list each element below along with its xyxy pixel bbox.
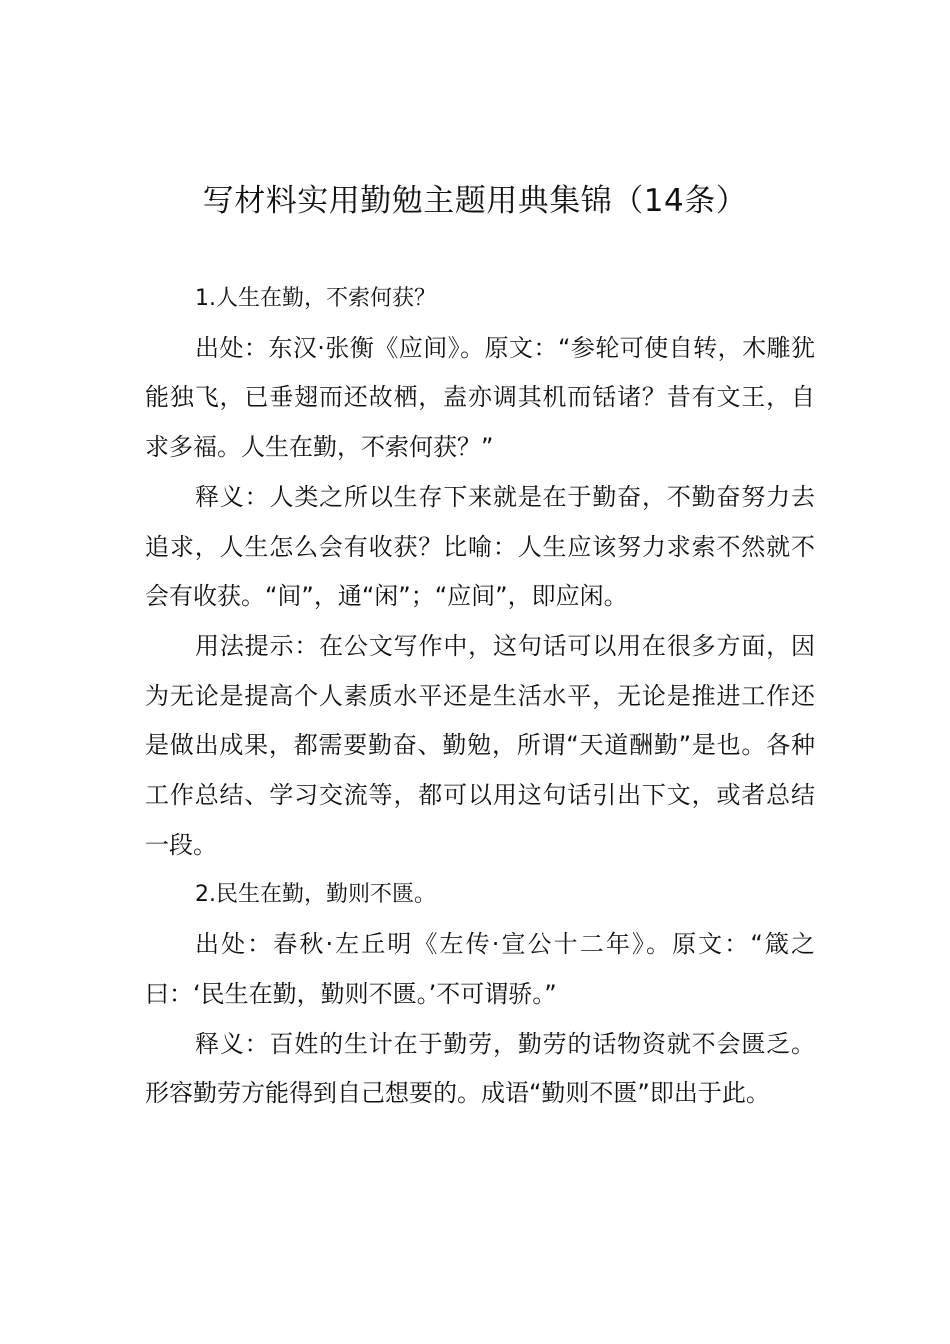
document-title: 写材料实用勤勉主题用典集锦（14条） (202, 183, 748, 219)
entry-2-meaning: 释义：百姓的生计在于勤劳，勤劳的话物资就不会匮乏。形容勤劳方能得到自己想要的。成语“勤则不匮”即出于此。 (145, 1029, 815, 1108)
entry-1-usage: 用法提示：在公文写作中，这句话可以用在很多方面，因为无论是提高个人素质水平还是生活水平，无论是推进工作还是做出成果，都需要勤奋、勤勉，所谓“天道酬勤”是也。各种工作总结、学习交流等，都可以用这句话引出下文，或者总结一段。 (145, 631, 815, 859)
entry-2-source: 出处：春秋·左丘明《左传·宣公十二年》。原文：“箴之曰：‘民生在勤，勤则不匮。’不可谓骄。” (145, 930, 815, 1008)
document-body (145, 274, 815, 1119)
entry-2-heading: 2.民生在勤，勤则不匮。 (195, 882, 436, 908)
entry-1-heading: 1.人生在勤，不索何获？ (195, 286, 436, 311)
entry-1-source: 出处：东汉·张衡《应间》。原文：“参轮可使自转，木雕犹能独飞，已垂翅而还故栖，盍亦调其机而铦诸？昔有文王，自求多福。人生在勤，不索何获？” (145, 333, 815, 462)
entry-1-meaning: 释义：人类之所以生存下来就是在于勤奋，不勤奋努力去追求，人生怎么会有收获？比喻：人生应该努力求索不然就不会有收获。“间”，通“闲”；“应间”，即应闲。 (145, 482, 815, 611)
